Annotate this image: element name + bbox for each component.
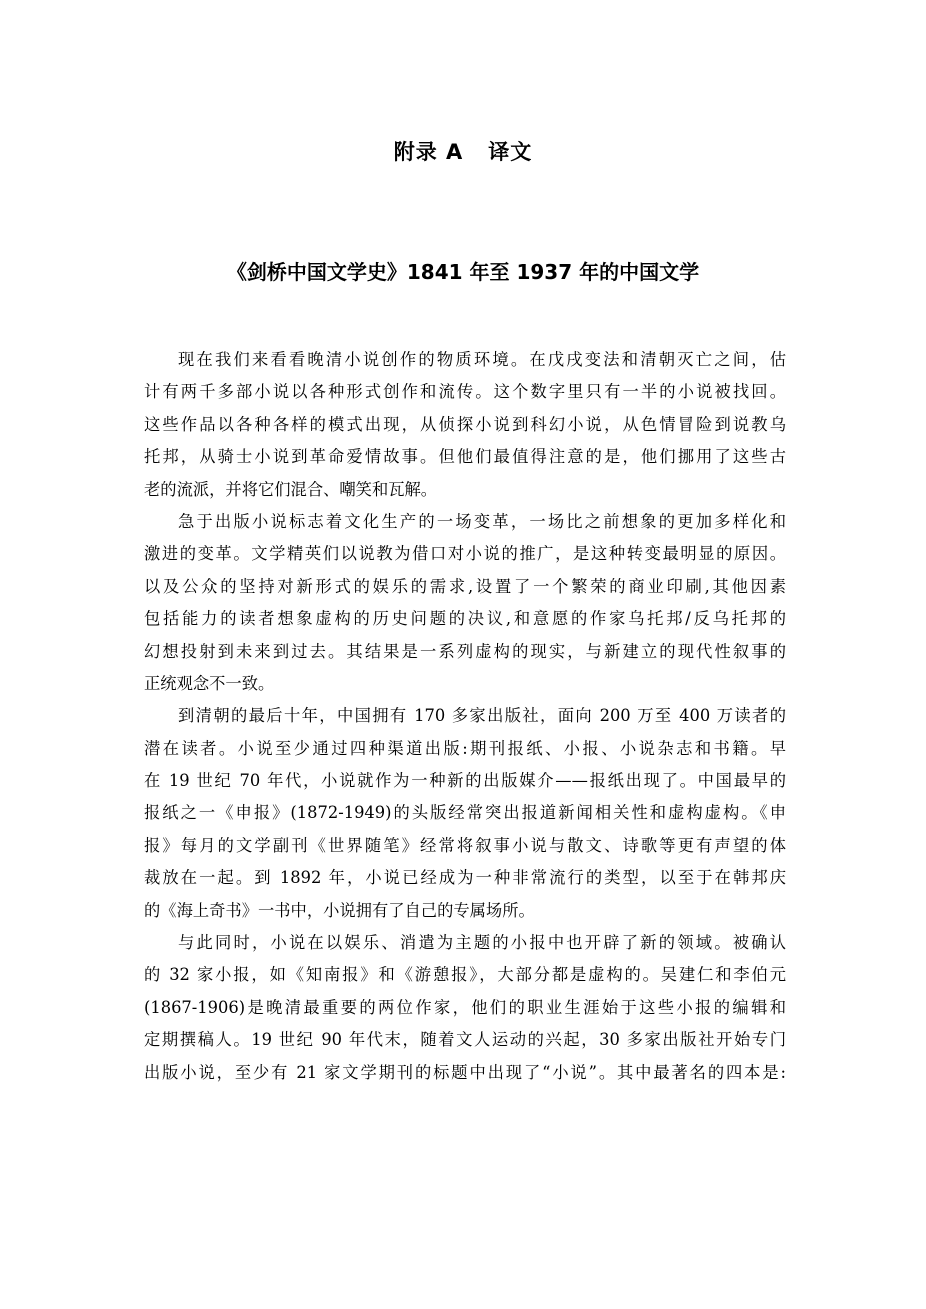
- text-line: 激进的变革。文学精英们以说教为借口对小说的推广，是这种转变最明显的原因。: [144, 544, 786, 564]
- text-line: 幻想投射到未来到过去。其结果是一系列虚构的现实，与新建立的现代性叙事的: [144, 641, 786, 661]
- appendix-heading: 附录 A 译文: [393, 140, 533, 164]
- text-line: 包括能力的读者想象虚构的历史问题的决议,和意愿的作家乌托邦/反乌托邦的: [144, 609, 786, 629]
- text-line: 潜在读者。小说至少通过四种渠道出版:期刊报纸、小报、小说杂志和书籍。早: [144, 738, 786, 758]
- text-line: 与此同时，小说在以娱乐、消遣为主题的小报中也开辟了新的领域。被确认: [178, 933, 786, 953]
- paragraph-4: [144, 927, 786, 1089]
- text-line: 急于出版小说标志着文化生产的一场变革，一场比之前想象的更加多样化和: [178, 511, 786, 531]
- text-line: 计有两千多部小说以各种形式创作和流传。这个数字里只有一半的小说被找回。: [144, 382, 786, 402]
- text-line: 在 19 世纪 70 年代，小说就作为一种新的出版媒介——报纸出现了。中国最早的: [144, 771, 786, 791]
- body-text: [144, 344, 786, 1089]
- text-line: 报》每月的文学副刊《世界随笔》经常将叙事小说与散文、诗歌等更有声望的体: [144, 835, 786, 855]
- paragraph-3: [144, 700, 786, 927]
- text-line: 老的流派，并将它们混合、嘲笑和瓦解。: [144, 479, 438, 499]
- text-line: 裁放在一起。到 1892 年，小说已经成为一种非常流行的类型，以至于在韩邦庆: [144, 868, 786, 888]
- text-line: 以及公众的坚持对新形式的娱乐的需求,设置了一个繁荣的商业印刷,其他因素: [144, 576, 786, 596]
- text-line: 的《海上奇书》一书中，小说拥有了自己的专属场所。: [144, 900, 535, 920]
- paragraph-1: [144, 344, 786, 506]
- text-line: 的 32 家小报，如《知南报》和《游憩报》，大部分都是虚构的。吴建仁和李伯元: [144, 965, 786, 985]
- text-line: 报纸之一《申报》(1872-1949)的头版经常突出报道新闻相关性和虚构虚构。《申: [144, 803, 786, 823]
- text-line: (1867-1906)是晚清最重要的两位作家，他们的职业生涯始于这些小报的编辑和: [144, 997, 786, 1017]
- text-line: 定期撰稿人。19 世纪 90 年代末，随着文人运动的兴起，30 多家出版社开始专门: [144, 1030, 786, 1050]
- text-line: 到清朝的最后十年，中国拥有 170 多家出版社，面向 200 万至 400 万读者的: [178, 706, 786, 726]
- text-line: 现在我们来看看晚清小说创作的物质环境。在戊戌变法和清朝灭亡之间，估: [178, 350, 786, 369]
- text-line: 出版小说，至少有 21 家文学期刊的标题中出现了“小说”。其中最著名的四本是:: [144, 1062, 786, 1082]
- text-line: 这些作品以各种各样的模式出现，从侦探小说到科幻小说，从色情冒险到说教乌: [144, 414, 786, 434]
- text-line: 托邦，从骑士小说到革命爱情故事。但他们最值得注意的是，他们挪用了这些古: [144, 447, 786, 467]
- article-title: 《剑桥中国文学史》1841 年至 1937 年的中国文学: [226, 260, 700, 284]
- paragraph-2: [144, 506, 786, 700]
- text-line: 正统观念不一致。: [144, 673, 275, 693]
